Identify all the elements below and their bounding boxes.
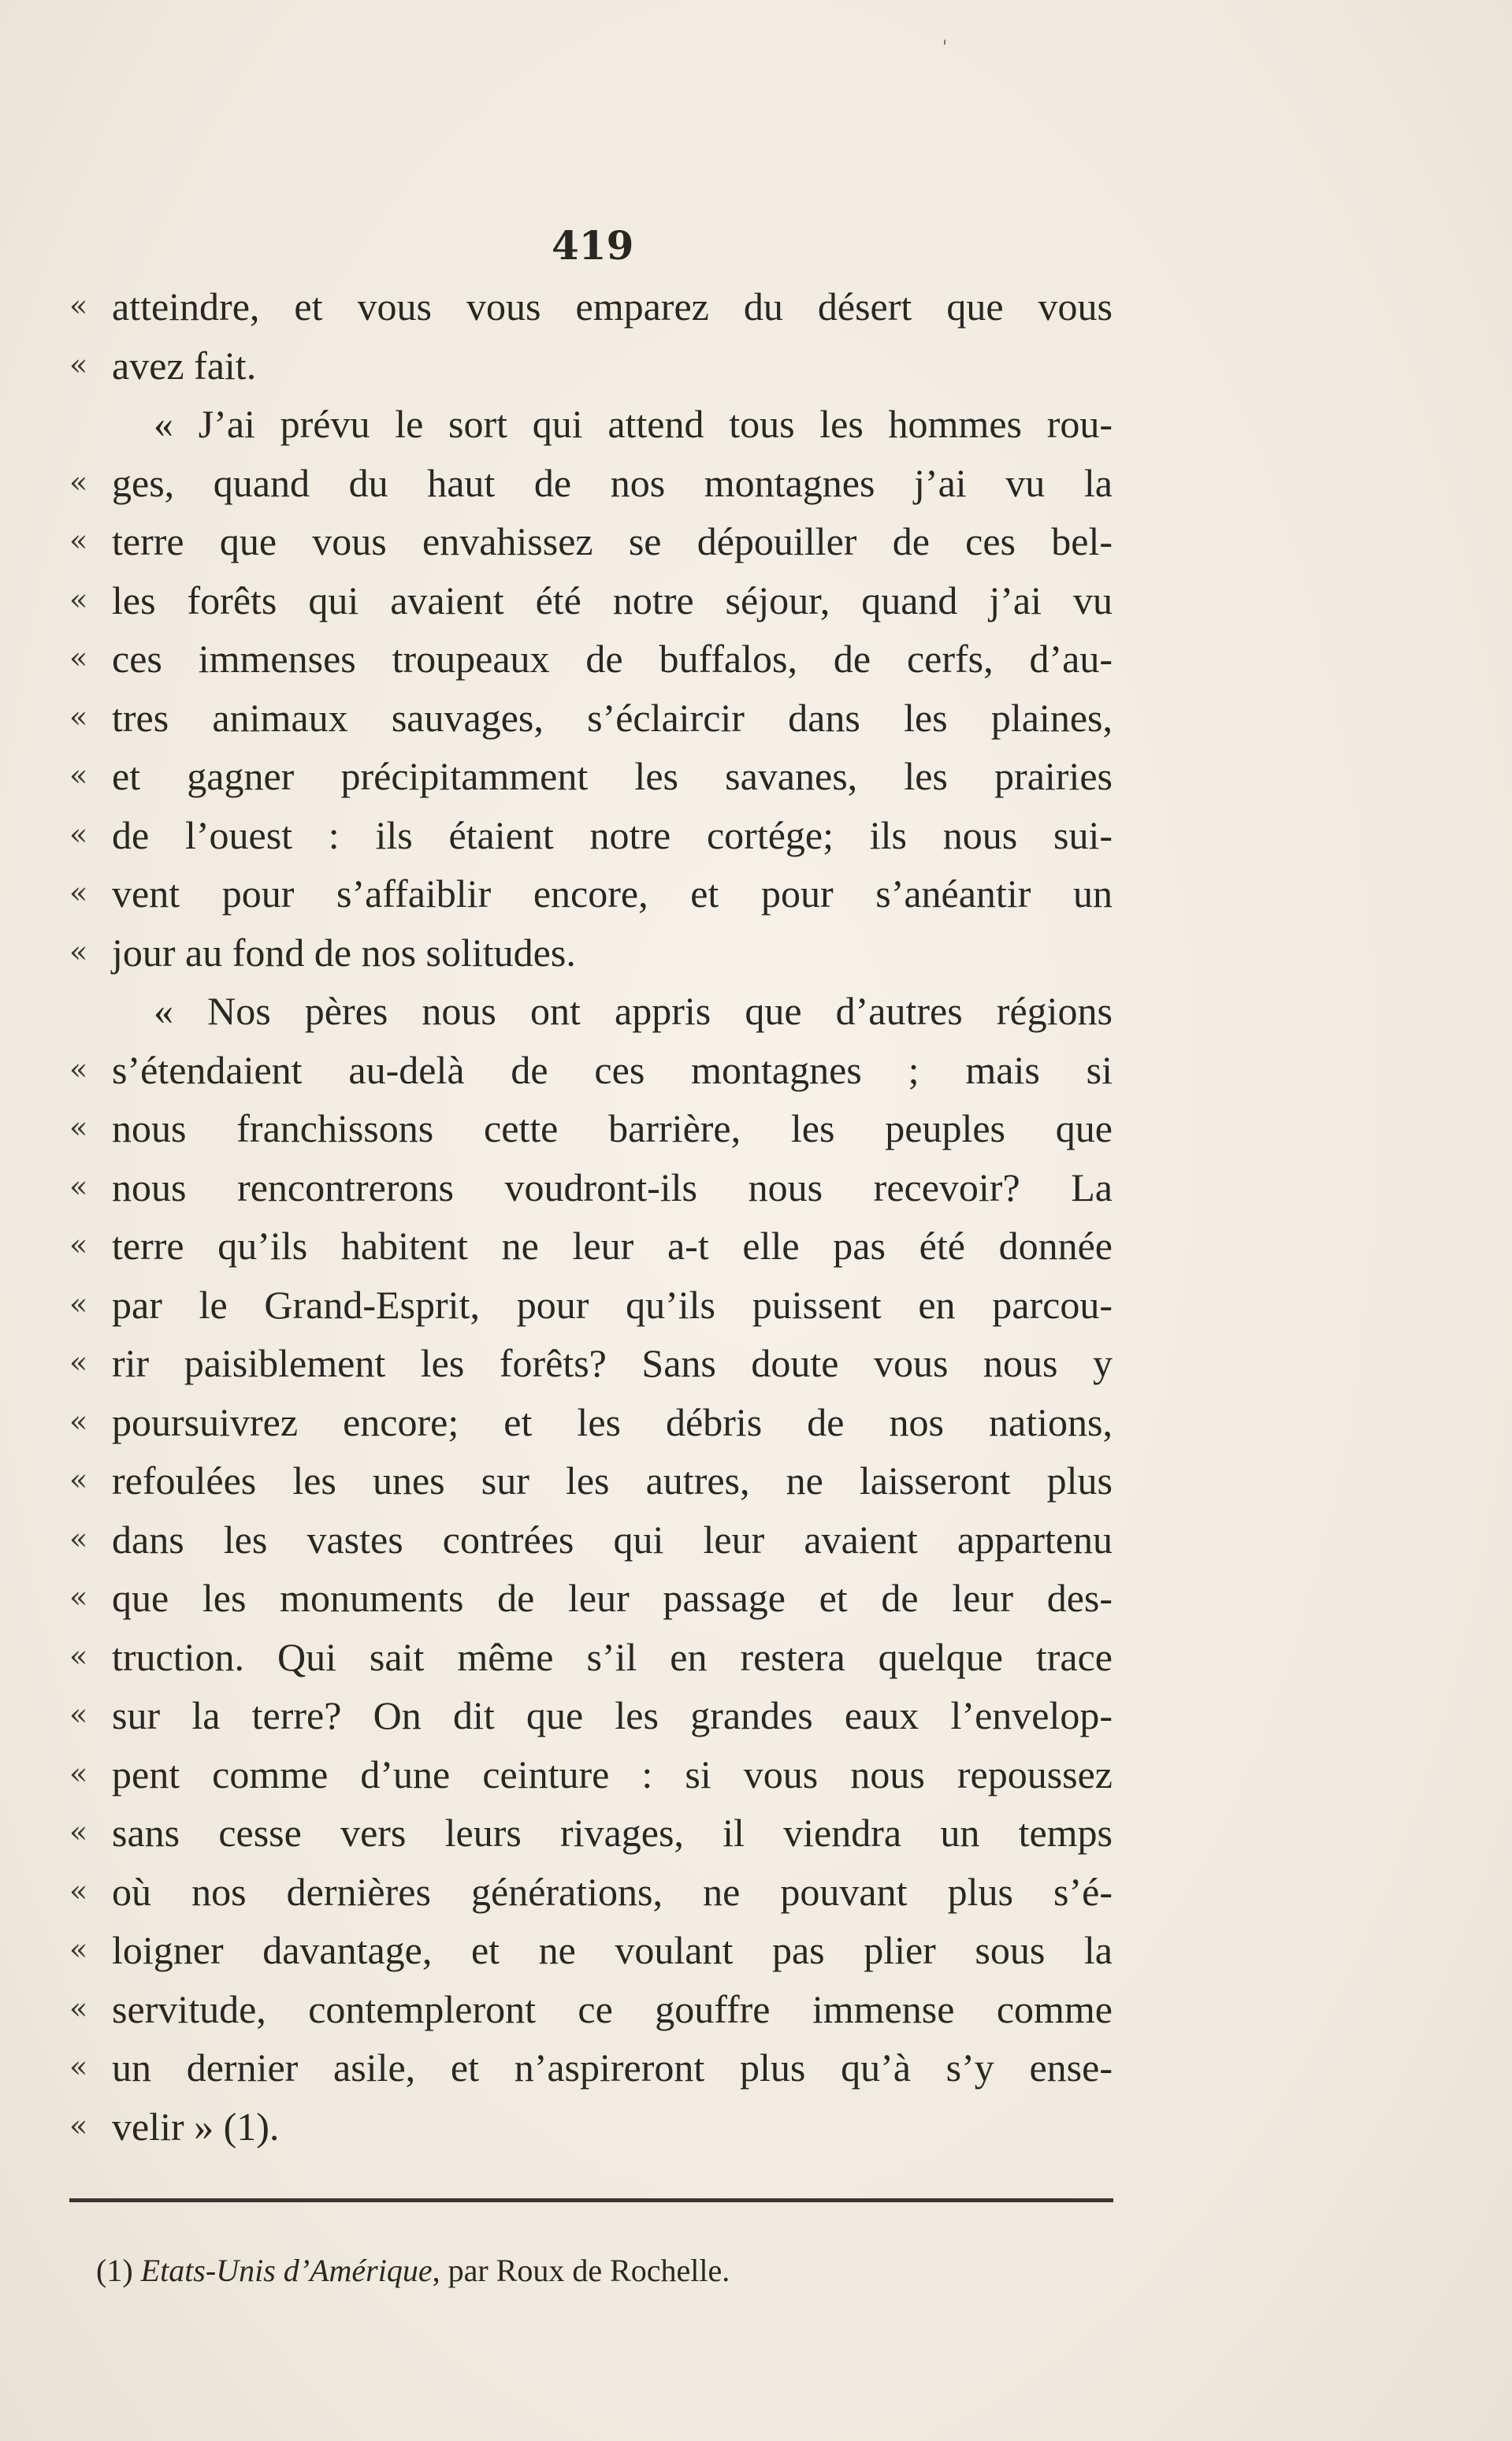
line-text: nous franchissons cette barrière, les peuples que	[112, 1106, 1113, 1150]
line-text: et gagner précipitamment les savanes, les prairies	[112, 754, 1113, 798]
quote-mark: «	[69, 1228, 88, 1262]
quote-mark: «	[69, 1462, 88, 1497]
text-line	[0, 277, 1512, 336]
line-text: truction. Qui sait même s’il en restera quelque trace	[112, 1634, 1113, 1679]
line-text: velir » (1).	[112, 2104, 280, 2149]
text-line	[0, 512, 1512, 570]
line-text: atteindre, et vous vous emparez du désert que vous	[112, 284, 1113, 329]
text-line	[0, 689, 1512, 747]
quote-mark: «	[69, 464, 88, 500]
text-line	[0, 1980, 1512, 2038]
line-text: ges, quand du haut de nos montagnes j’ai vu la	[112, 460, 1113, 505]
text-line	[0, 1041, 1512, 1099]
line-text: loigner davantage, et ne voulant pas plier sous la	[112, 1928, 1113, 1972]
footnote	[96, 2252, 730, 2289]
text-line	[0, 630, 1512, 688]
text-line	[0, 571, 1512, 630]
text-line	[0, 864, 1512, 923]
quote-mark: «	[69, 288, 88, 323]
quote-mark: «	[69, 1697, 88, 1732]
line-text: terre qu’ils habitent ne leur a-t elle pas été donnée	[112, 1224, 1113, 1268]
quote-mark: «	[69, 581, 88, 617]
text-line	[0, 1334, 1512, 1392]
quote-mark: «	[69, 523, 88, 558]
quote-mark: «	[69, 641, 88, 675]
quote-mark: «	[69, 1345, 88, 1380]
line-text: sur la terre? On dit que les grandes eaux l’envelop-	[112, 1693, 1113, 1737]
line-text: vent pour s’affaiblir encore, et pour s’anéantir un	[112, 871, 1113, 916]
text-line	[0, 1393, 1512, 1451]
line-text: que les monuments de leur passage et de leur des-	[112, 1576, 1113, 1620]
quote-mark: «	[69, 758, 88, 793]
text-line	[0, 2097, 1512, 2156]
quote-mark: «	[69, 1521, 88, 1556]
text-line	[0, 1921, 1512, 1979]
text-line	[0, 923, 1512, 982]
line-text: un dernier asile, et n’aspireront plus qu’à s’y ense-	[112, 2045, 1113, 2090]
quote-mark: «	[69, 1286, 88, 1321]
line-text: dans les vastes contrées qui leur avaient appartenu	[112, 1517, 1113, 1562]
text-line	[0, 1510, 1512, 1569]
quote-mark: «	[69, 816, 88, 852]
text-line	[0, 1628, 1512, 1686]
text-line	[0, 336, 1512, 395]
text-line	[0, 454, 1512, 512]
text-line	[0, 1745, 1512, 1804]
footnote-rule	[69, 2198, 1113, 2202]
footnote-title: Etats-Unis d’Amérique	[140, 2253, 433, 2288]
line-text: s’étendaient au-delà de ces montagnes ; mais si	[112, 1047, 1113, 1092]
text-line	[0, 1686, 1512, 1744]
quote-mark: «	[69, 1990, 88, 2026]
text-line	[0, 1217, 1512, 1275]
line-text: poursuivrez encore; et les débris de nos nations,	[112, 1399, 1113, 1444]
quote-mark: «	[69, 1051, 88, 1087]
line-text: ces immenses troupeaux de buffalos, de cerfs, d’au-	[112, 637, 1113, 681]
quote-mark: «	[69, 1756, 88, 1791]
top-mark: '	[942, 38, 948, 58]
quote-mark: «	[69, 2108, 88, 2143]
quote-mark: «	[69, 934, 88, 969]
quote-mark: «	[69, 2049, 88, 2084]
line-text: jour au fond de nos solitudes.	[112, 930, 576, 975]
text-line	[0, 806, 1512, 864]
line-text: « J’ai prévu le sort qui attend tous les hommes rou-	[154, 402, 1113, 446]
line-text: où nos dernières générations, ne pouvant plus s’é-	[112, 1869, 1113, 1914]
quote-mark: «	[69, 1815, 88, 1849]
line-text: « Nos pères nous ont appris que d’autres régions	[154, 989, 1113, 1033]
text-line	[0, 1804, 1512, 1862]
footnote-marker: (1)	[96, 2253, 133, 2288]
quote-mark: «	[69, 1932, 88, 1967]
quote-mark: «	[69, 875, 88, 910]
quote-mark: «	[69, 699, 88, 734]
line-text: de l’ouest : ils étaient notre cortége; ils nous sui-	[112, 812, 1113, 857]
text-line	[0, 982, 1512, 1040]
line-text: servitude, contempleront ce gouffre immense comme	[112, 1986, 1113, 2031]
quote-mark: «	[69, 1403, 88, 1439]
quote-mark: «	[69, 1110, 88, 1145]
footnote-rest: , par Roux de Rochelle.	[432, 2253, 730, 2288]
text-line	[0, 747, 1512, 805]
line-text: avez fait.	[112, 343, 257, 388]
line-text: rir paisiblement les forêts? Sans doute vous nous y	[112, 1341, 1113, 1385]
line-text: sans cesse vers leurs rivages, il viendra un temps	[112, 1811, 1113, 1855]
text-line	[0, 1099, 1512, 1157]
text-line	[0, 2038, 1512, 2097]
text-line	[0, 395, 1512, 453]
text-line	[0, 1451, 1512, 1510]
page-number: 419	[552, 222, 634, 269]
line-text: pent comme d’une ceinture : si vous nous repoussez	[112, 1752, 1113, 1796]
line-text: refoulées les unes sur les autres, ne laisseront plus	[112, 1458, 1113, 1503]
text-line	[0, 1569, 1512, 1627]
quote-mark: «	[69, 347, 88, 382]
quote-mark: «	[69, 1873, 88, 1908]
text-line	[0, 1276, 1512, 1334]
text-line	[0, 1863, 1512, 1921]
line-text: terre que vous envahissez se dépouiller de ces bel-	[112, 519, 1113, 563]
line-text: tres animaux sauvages, s’éclaircir dans les plaines,	[112, 695, 1113, 740]
line-text: par le Grand-Esprit, pour qu’ils puissent en parcou-	[112, 1282, 1113, 1327]
text-line	[0, 1158, 1512, 1217]
line-text: nous rencontrerons voudront-ils nous recevoir? La	[112, 1165, 1113, 1209]
line-text: les forêts qui avaient été notre séjour, quand j’ai vu	[112, 578, 1113, 622]
quote-mark: «	[69, 1168, 88, 1204]
quote-mark: «	[69, 1580, 88, 1614]
quote-mark: «	[69, 1638, 88, 1674]
